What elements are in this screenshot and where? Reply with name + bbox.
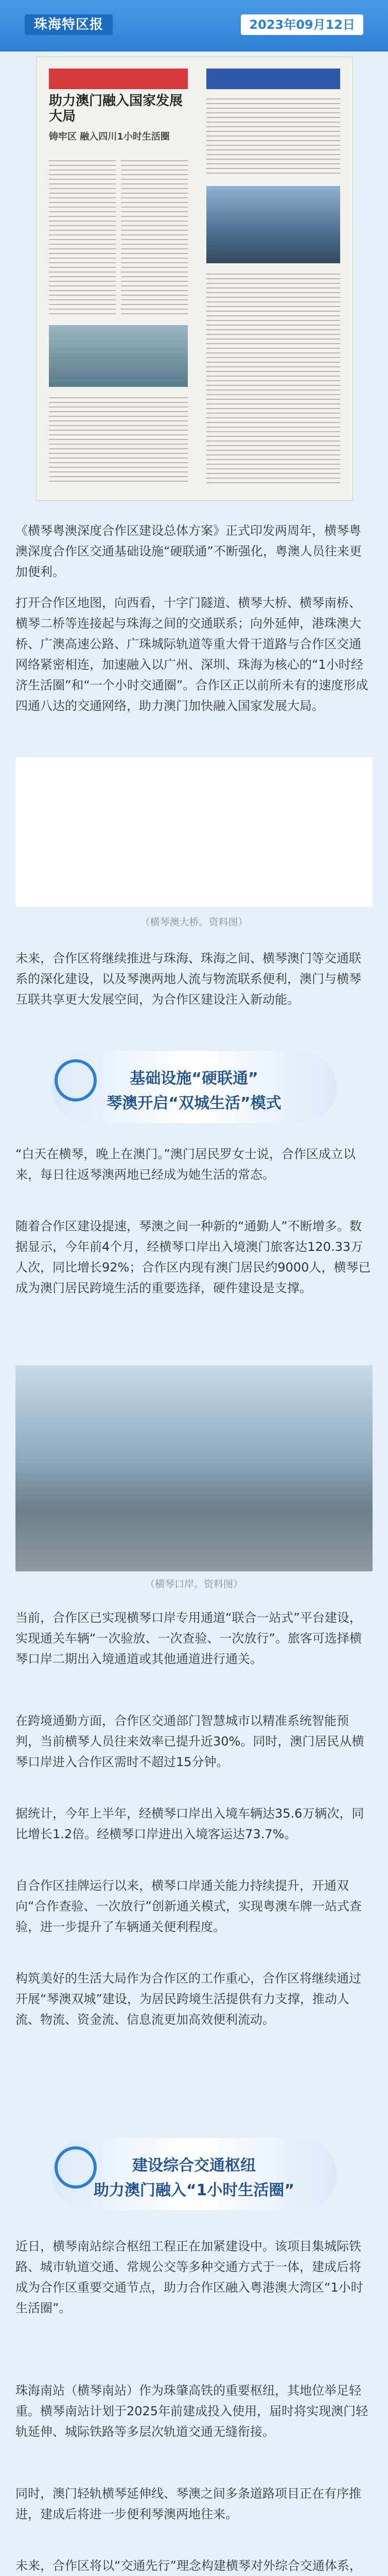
intro-paragraph-2: 打开合作区地图，向西看，十字门隧道、横琴大桥、横琴南桥、横琴二桥等连接起与珠海之间的交通联系；向外延伸，港珠澳大桥、广澳高速公路、广珠城际轨道等重大骨干道路与合作区交通网络紧密相连，加速融入以广州、深圳、珠海为核心的“1小时经济生活圈”和“一个小时交通圈”。合作区正以前所未有的速度形成四通八达的交通网络，助力澳门加快融入国家发展大局。 [15, 596, 368, 713]
paper-text-column [49, 397, 188, 485]
paragraph: 同时，澳门轻轨横琴延伸线、琴澳之间多条道路项目正在有序推进，建成后将进一步便利琴澳两地往来。 [15, 2486, 361, 2521]
paragraph: 珠海南站（横琴南站）作为珠肇高铁的重要枢纽，其地位举足轻重。横琴南站计划于2025年前建成投入使用，届时将实现澳门轻轨延伸、城际铁路等多层次轨道交通无缝衔接。 [15, 2383, 368, 2439]
paragraph: 据统计，今年上半年，经横琴口岸出入境车辆达35.6万辆次，同比增长1.2倍。经横琴口岸进出入境客运达73.7%。 [15, 1806, 364, 1841]
paper-headline: 助力澳门融入国家发展大局 [49, 93, 183, 124]
paragraph: 未来，合作区将以“交通先行”理念构建横琴对外综合交通体系， [15, 2558, 362, 2573]
top-banner [0, 0, 388, 52]
paper-text-column [49, 160, 116, 315]
border-bridge-photo[interactable] [15, 1365, 373, 1571]
newspaper-brand: 珠海特区报 [25, 14, 113, 35]
paper-photo [206, 186, 340, 263]
paper-masthead-left [49, 69, 188, 89]
paper-text-column [121, 160, 188, 315]
paragraph: 随着合作区建设提速，琴澳之间一种新的“通勤人”不断增多。数据显示，今年前4个月，经横琴口岸出入境澳门旅客达120.33万人次，同比增长92%；合作区内现有澳门居民约9000人，横琴已成为澳门居民跨境生活的重要选择，硬件建设是支撑。 [15, 1219, 371, 1295]
paragraph: 近日，横琴南站综合枢纽工程正在加紧建设中。该项目集城际铁路、城市轨道交通、常规公交等多种交通方式于一体，建成后将成为合作区重要交通节点，助力合作区融入粤港澳大湾区“1小时生活圈”。 [15, 2239, 363, 2315]
section-title-line-1: 基础设施“硬联通” [130, 1070, 258, 1088]
image-placeholder[interactable] [15, 757, 373, 907]
section-title-line-2: 琴澳开启“双城生活”模式 [107, 1094, 281, 1112]
date-badge: 2023年09月12日 [241, 14, 363, 35]
image-caption: （横琴口岸。资料图） [145, 1579, 243, 1590]
paragraph: 当前，合作区已实现横琴口岸专用通道“联合一站式”平台建设，实现通关车辆“一次验放、一次查验、一次放行”。旅客可选择横琴口岸二期出入境通道或其他通道进行通关。 [15, 1611, 362, 1666]
paragraph: 自合作区挂牌运行以来，横琴口岸通关能力持续提升，开通双向“合作查验、一次放行”创新通关模式，实现粤澳车牌一站式查验，进一步提升了车辆通关便利程度。 [15, 1878, 362, 1934]
section-heading-2 [51, 2138, 337, 2210]
section-title-line-2: 助力澳门融入“1小时生活圈” [93, 2181, 295, 2199]
intro-paragraph-1: 《横琴粤澳深度合作区建设总体方案》正式印发两周年，横琴粤澳深度合作区交通基础设施“硬联通”不断强化，粤澳人员往来更加便利。 [15, 523, 362, 579]
paper-text-column [206, 274, 340, 485]
paper-masthead-right [206, 69, 340, 89]
section-heading-1 [51, 1051, 337, 1123]
paper-photo [49, 325, 188, 387]
image-caption: （横琴澳大桥。资料图） [140, 917, 248, 928]
section-title-line-1: 建设综合交通枢纽 [132, 2157, 256, 2175]
paragraph: 在跨境通勤方面，合作区交通部门智慧城市以精准系统智能预判，当前横琴人员往来效率已提升近30%。同时，澳门居民从横琴口岸进入合作区需时不超过15分钟。 [15, 1714, 364, 1769]
paper-subhead: 铸牢区 融入四川1小时生活圈 [49, 131, 170, 142]
newspaper-page-image[interactable] [36, 57, 353, 501]
paragraph: 未来，合作区将继续推进与珠海、珠海之间、横琴澳门等交通联系的深化建设，以及琴澳两地人流与物流联系便利，澳门与横琴互联共享更大发展空间，为合作区建设注入新动能。 [15, 951, 361, 1007]
paragraph: “白天在横琴，晚上在澳门。”澳门居民罗女士说，合作区成立以来，每日往返琴澳两地已经成为她生活的常态。 [15, 1147, 356, 1182]
paper-text-column [206, 98, 340, 176]
paragraph: 构筑美好的生活大局作为合作区的工作重心，合作区将继续通过开展“琴澳双城”建设，为居民跨境生活提供有力支撑，推动人流、物流、资金流、信息流更加高效便利流动。 [15, 1971, 361, 2027]
